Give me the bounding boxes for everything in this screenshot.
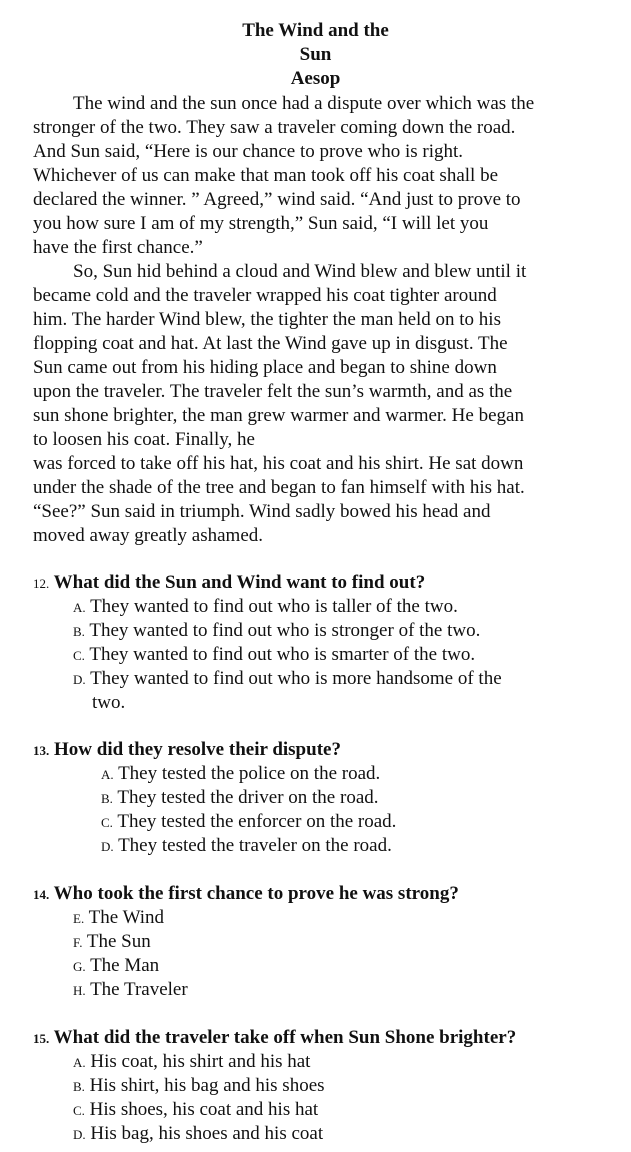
option-text: They wanted to find out who is more handsome of the: [90, 668, 502, 689]
question-15: [33, 1026, 516, 1051]
option-14-h[interactable]: [73, 978, 188, 1003]
story-line: to loosen his coat. Finally, he: [33, 429, 255, 450]
option-letter: D.: [101, 839, 114, 854]
option-letter: E.: [73, 911, 85, 926]
option-13-a[interactable]: [101, 762, 380, 787]
option-letter: C.: [73, 648, 85, 663]
option-letter: A.: [73, 600, 86, 615]
story-line: So, Sun hid behind a cloud and Wind blew and blew until it: [73, 261, 527, 282]
story-line: declared the winner. ” Agreed,” wind said. “And just to prove to: [33, 189, 521, 210]
story-line: And Sun said, “Here is our chance to prove who is right.: [33, 141, 464, 162]
option-text: His coat, his shirt and his hat: [90, 1051, 311, 1072]
question-14: [33, 882, 459, 907]
story-line: The wind and the sun once had a dispute over which was the: [73, 93, 535, 114]
option-text: They tested the enforcer on the road.: [117, 811, 397, 832]
story-line: moved away greatly ashamed.: [33, 525, 264, 546]
option-letter: A.: [73, 1055, 86, 1070]
title-line-2: Sun: [299, 44, 332, 65]
option-text: His bag, his shoes and his coat: [90, 1123, 324, 1144]
option-12-b[interactable]: [73, 619, 480, 644]
option-15-a[interactable]: [73, 1050, 310, 1075]
option-12-d-continued: two.: [92, 692, 126, 713]
option-text: They wanted to find out who is stronger of the two.: [89, 620, 481, 641]
option-letter: H.: [73, 983, 86, 998]
option-13-b[interactable]: [101, 786, 379, 811]
question-number: 13.: [33, 743, 50, 758]
question-13: [33, 738, 341, 763]
option-letter: G.: [73, 959, 86, 974]
author: Aesop: [290, 68, 341, 89]
option-text: They tested the police on the road.: [118, 763, 381, 784]
option-letter: D.: [73, 672, 86, 687]
option-letter: C.: [73, 1103, 85, 1118]
question-text: Who took the first chance to prove he was strong?: [53, 883, 459, 904]
story-line: was forced to take off his hat, his coat and his shirt. He sat down: [33, 453, 524, 474]
option-letter: B.: [73, 1079, 85, 1094]
option-text: The Man: [90, 955, 160, 976]
question-text: How did they resolve their dispute?: [54, 739, 341, 760]
option-text: They tested the traveler on the road.: [118, 835, 392, 856]
option-letter: B.: [101, 791, 113, 806]
story-line: you how sure I am of my strength,” Sun said, “I will let you: [33, 213, 489, 234]
option-15-c[interactable]: [73, 1098, 318, 1123]
story-line: sun shone brighter, the man grew warmer and warmer. He began: [33, 405, 524, 426]
option-letter: D.: [73, 1127, 86, 1142]
story-line: Whichever of us can make that man took off his coat shall be: [33, 165, 498, 186]
question-text: What did the traveler take off when Sun Shone brighter?: [53, 1027, 517, 1048]
option-14-f[interactable]: [73, 930, 151, 955]
option-letter: A.: [101, 767, 114, 782]
option-15-d[interactable]: [73, 1122, 323, 1147]
option-12-d[interactable]: [73, 667, 502, 692]
option-text: They wanted to find out who is smarter of the two.: [89, 644, 476, 665]
question-text: What did the Sun and Wind want to find out?: [53, 572, 426, 593]
story-line: upon the traveler. The traveler felt the sun’s warmth, and as the: [33, 381, 513, 402]
option-14-g[interactable]: [73, 954, 159, 979]
question-12: [33, 571, 425, 596]
option-12-a[interactable]: [73, 595, 458, 620]
option-15-b[interactable]: [73, 1074, 325, 1099]
story-line: “See?” Sun said in triumph. Wind sadly bowed his head and: [33, 501, 491, 522]
option-text: They tested the driver on the road.: [117, 787, 379, 808]
option-letter: F.: [73, 935, 83, 950]
story-line: became cold and the traveler wrapped his coat tighter around: [33, 285, 497, 306]
option-text: The Traveler: [90, 979, 188, 1000]
story-line: stronger of the two. They saw a traveler coming down the road.: [33, 117, 516, 138]
story-line: have the first chance.”: [33, 237, 203, 258]
option-letter: B.: [73, 624, 85, 639]
question-number: 12.: [33, 576, 50, 591]
story-line: under the shade of the tree and began to fan himself with his hat.: [33, 477, 525, 498]
option-13-d[interactable]: [101, 834, 392, 859]
story-line: him. The harder Wind blew, the tighter the man held on to his: [33, 309, 501, 330]
option-text: His shirt, his bag and his shoes: [89, 1075, 325, 1096]
option-text: The Sun: [86, 931, 151, 952]
question-number: 14.: [33, 887, 50, 902]
title-line-1: The Wind and the: [242, 20, 389, 41]
option-text: They wanted to find out who is taller of the two.: [90, 596, 458, 617]
option-text: The Wind: [88, 907, 165, 928]
option-text: His shoes, his coat and his hat: [89, 1099, 319, 1120]
option-13-c[interactable]: [101, 810, 396, 835]
story-line: flopping coat and hat. At last the Wind gave up in disgust. The: [33, 333, 508, 354]
option-12-c[interactable]: [73, 643, 475, 668]
question-number: 15.: [33, 1031, 50, 1046]
option-letter: C.: [101, 815, 113, 830]
option-14-e[interactable]: [73, 906, 164, 931]
story-line: Sun came out from his hiding place and began to shine down: [33, 357, 497, 378]
